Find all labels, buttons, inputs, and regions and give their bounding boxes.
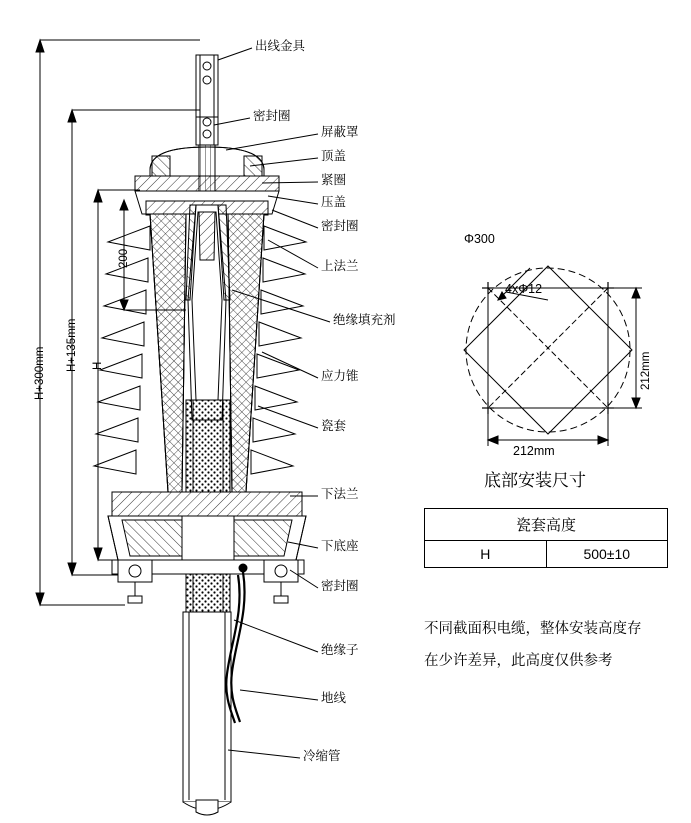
- callout-stress-cone: 应力锥: [321, 369, 359, 383]
- bottom-mount-height: 212mm: [640, 351, 652, 390]
- dim-h-plus-300: H+300mm: [34, 346, 46, 400]
- bottom-mount-title: 底部安装尺寸: [484, 471, 586, 490]
- callout-upper-flange: 上法兰: [321, 259, 359, 273]
- bottom-mount-diameter: Φ300: [464, 232, 495, 246]
- callout-press-cover: 压盖: [321, 195, 347, 209]
- callout-seal-ring-3: 密封圈: [321, 579, 359, 593]
- table-cell-label: H: [425, 541, 547, 568]
- callout-seal-ring-top: 密封圈: [253, 109, 291, 123]
- callout-lower-flange: 下法兰: [321, 487, 359, 501]
- dim-h-plus-135: H+135mm: [66, 318, 78, 372]
- note-line-1: 不同截面积电缆，整体安装高度存: [424, 621, 642, 637]
- note-line-2: 在少许差异，此高度仅供参考: [424, 653, 613, 669]
- callout-cold-shrink-tube: 冷缩管: [303, 749, 341, 763]
- table-cell-value: 500±10: [546, 541, 668, 568]
- porcelain-height-table: [424, 508, 668, 568]
- callout-outlet-fitting: 出线金具: [255, 39, 306, 53]
- table-row: [425, 541, 668, 568]
- table-row-header: [425, 509, 668, 541]
- callout-ground-wire: 地线: [321, 691, 347, 705]
- callout-seal-ring-2: 密封圈: [321, 219, 359, 233]
- callout-tight-ring: 紧圈: [321, 173, 347, 187]
- dim-h: H: [92, 361, 104, 370]
- callout-insulator: 绝缘子: [321, 643, 359, 657]
- bottom-mount-width: 212mm: [513, 444, 555, 458]
- table-header-cell: 瓷套高度: [425, 509, 668, 541]
- bottom-mount-holes: 4xΦ12: [505, 282, 543, 296]
- dim-200: 200: [118, 248, 130, 268]
- callout-shield-cover: 屏蔽罩: [321, 125, 359, 139]
- callout-top-cover: 顶盖: [321, 149, 347, 163]
- callout-insulating-filler: 绝缘填充剂: [333, 313, 396, 327]
- callout-lower-base: 下底座: [321, 539, 359, 553]
- callout-porcelain-bushing: 瓷套: [321, 419, 347, 433]
